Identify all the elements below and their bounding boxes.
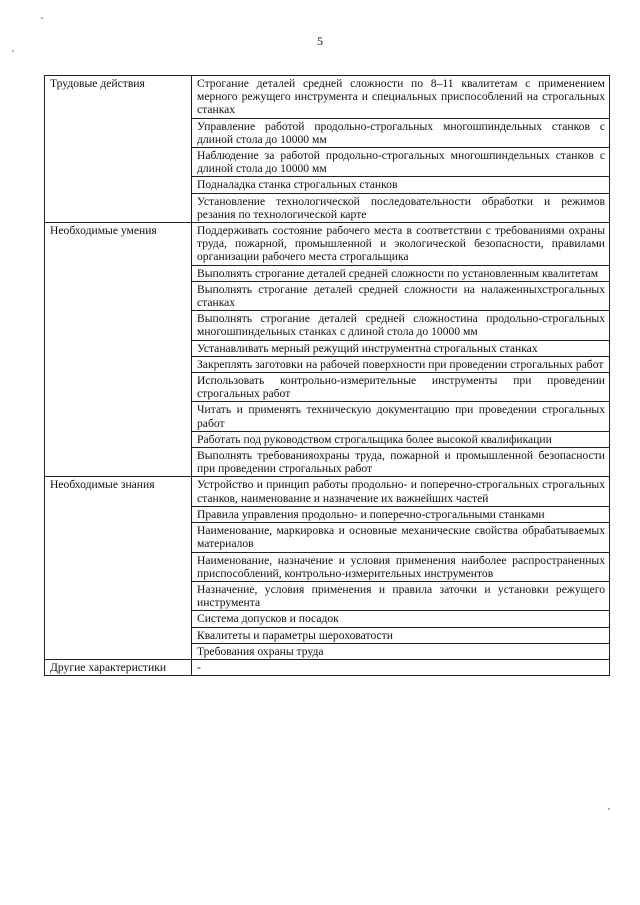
section-item: Выполнять строгание деталей средней сложности по установленным квалитетам [192,265,610,281]
section-item: Использовать контрольно-измерительные инструменты при проведении строгальных работ [192,373,610,402]
table-row [45,76,610,119]
page-number: 5 [317,34,323,48]
scan-speck [41,17,43,19]
requirements-table-body [45,76,610,676]
section-item: Назначение, условия применения и правила заточки и установки режущего инструмента [192,581,610,610]
section-item: Поддерживать состояние рабочего места в соответствии с требованиями охраны труда, пожарной, промышленной и экологической безопасности, правилами организации рабочего места строгальщика [192,223,610,266]
section-item: Устройство и принцип работы продольно- и поперечно-строгальных строгальных станков, наименование и назначение их важнейших частей [192,477,610,506]
section-item: Подналадка станка строгальных станков [192,177,610,193]
section-item: Работать под руководством строгальщика более высокой квалификации [192,431,610,447]
section-item: Строгание деталей средней сложности по 8–11 квалитетам с применением мерного режущего инструмента и специальных приспособлений на строгальных станках [192,76,610,119]
section-item: Управление работой продольно-строгальных многошпиндельных станков с длиной стола до 10000 мм [192,118,610,147]
section-item: Наименование, маркировка и основные механические свойства обрабатываемых материалов [192,523,610,552]
section-item: Закреплять заготовки на рабочей поверхности при проведении строгальных работ [192,356,610,372]
section-item: Требования охраны труда [192,643,610,659]
section-item: Выполнять требованияохраны труда, пожарной и промышленной безопасности при проведении строгальных работ [192,448,610,477]
section-item: - [192,659,610,675]
section-item: Выполнять строгание деталей средней сложностина продольно-строгальных многошпиндельных станках с длиной стола до 10000 мм [192,311,610,340]
table-row [45,477,610,506]
section-label: Необходимые умения [45,223,192,477]
section-item: Правила управления продольно- и поперечно-строгальными станками [192,506,610,522]
section-item: Наблюдение за работой продольно-строгальных многошпиндельных станков с длиной стола до 10000 мм [192,148,610,177]
section-item: Квалитеты и параметры шероховатости [192,627,610,643]
section-item: Наименование, назначение и условия применения наиболее распространенных приспособлений, контрольно-измерительных инструментов [192,552,610,581]
table-row [45,659,610,675]
scan-speck [608,808,610,810]
section-item: Система допусков и посадок [192,611,610,627]
requirements-table [44,75,610,676]
scan-speck [12,50,14,52]
section-item: Установление технологической последовательности обработки и режимов резания по технологической карте [192,193,610,222]
section-label: Другие характеристики [45,659,192,675]
section-item: Выполнять строгание деталей средней сложности на налаженныхстрогальных станках [192,281,610,310]
table-row [45,223,610,266]
section-item: Читать и применять техническую документацию при проведении строгальных работ [192,402,610,431]
section-item: Устанавливать мерный режущий инструментна строгальных станках [192,340,610,356]
section-label: Необходимые знания [45,477,192,659]
section-label: Трудовые действия [45,76,192,223]
